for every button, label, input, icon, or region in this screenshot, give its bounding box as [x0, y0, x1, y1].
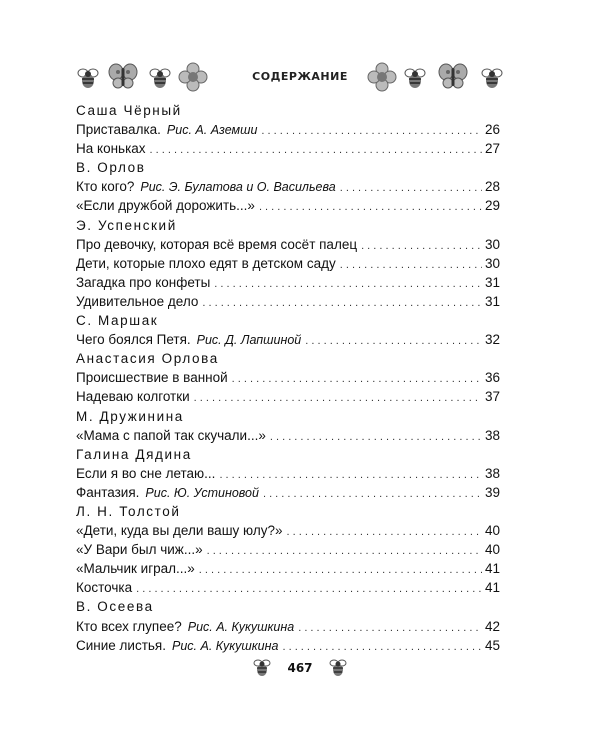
- toc-author: Э. Успенский: [76, 217, 177, 233]
- entry-page-number: 40: [484, 542, 500, 558]
- toc-entry: [76, 617, 500, 636]
- entry-page-number: 42: [484, 618, 500, 634]
- toc-author: В. Орлов: [76, 160, 146, 176]
- toc-author: Анастасия Орлова: [76, 351, 219, 367]
- toc-author: В. Осеева: [76, 599, 154, 615]
- toc-entry: [76, 273, 500, 292]
- illustrator-credit: Рис. Э. Булатова и О. Васильева: [140, 180, 336, 195]
- entry-page-number: 37: [484, 389, 500, 405]
- entry-page-number: 39: [484, 484, 500, 500]
- entry-title: На коньках: [76, 141, 146, 157]
- entry-title: Если я во сне летаю...: [76, 465, 216, 481]
- entry-page-number: 41: [484, 561, 500, 577]
- illustrator-credit: Рис. А. Аземши: [166, 123, 258, 138]
- entry-title: Загадка про конфеты: [76, 274, 211, 290]
- entry-page-number: 38: [484, 465, 500, 481]
- toc-entry: [76, 636, 500, 655]
- entry-page-number: 32: [484, 332, 500, 348]
- entry-title: Приставалка.: [76, 122, 161, 138]
- entry-title: Синие листья.: [76, 637, 166, 653]
- entry-page-number: 41: [484, 580, 500, 596]
- entry-title: Надеваю колготки: [76, 389, 190, 405]
- entry-title: Фантазия.: [76, 484, 140, 500]
- entry-page-number: 29: [484, 198, 500, 214]
- illustrator-credit: Рис. А. Кукушкина: [187, 619, 295, 634]
- toc-entry: [76, 464, 500, 483]
- entry-title: «Мама с папой так скучали...»: [76, 427, 266, 443]
- toc-author: М. Дружинина: [76, 408, 184, 424]
- entry-title: «Дети, куда вы дели вашу юлу?»: [76, 523, 283, 539]
- toc-entry: [76, 483, 500, 502]
- toc-entry: [76, 330, 500, 349]
- entry-page-number: 31: [484, 293, 500, 309]
- toc-author: С. Маршак: [76, 313, 159, 329]
- toc-entry: [76, 139, 500, 158]
- toc-entry: [76, 196, 500, 215]
- table-of-contents: [76, 101, 500, 655]
- illustrator-credit: Рис. Ю. Устиновой: [145, 485, 259, 500]
- entry-title: «У Вари был чиж...»: [76, 542, 203, 558]
- entry-title: «Если дружбой дорожить...»: [76, 198, 255, 214]
- page-title: СОДЕРЖАНИЕ: [252, 70, 348, 83]
- toc-entry: [76, 578, 500, 597]
- page-header: [60, 58, 540, 96]
- toc-entry: [76, 235, 500, 254]
- illustrator-credit: Рис. Д. Лапшиной: [196, 333, 302, 348]
- entry-title: «Мальчик играл...»: [76, 561, 195, 577]
- entry-title: Чего боялся Петя.: [76, 332, 191, 348]
- toc-author: Саша Чёрный: [76, 103, 182, 118]
- toc-entry: [76, 387, 500, 406]
- toc-entry: [76, 254, 500, 273]
- entry-page-number: 31: [484, 274, 500, 290]
- entry-title: Кто всех глупее?: [76, 618, 182, 634]
- entry-title: Дети, которые плохо едят в детском саду: [76, 255, 336, 271]
- toc-entry: [76, 540, 500, 559]
- toc-entry: [76, 559, 500, 578]
- page-footer: [240, 655, 360, 681]
- toc-entry: [76, 368, 500, 387]
- entry-title: Удивительное дело: [76, 293, 199, 309]
- entry-page-number: 45: [484, 637, 500, 653]
- entry-page-number: 38: [484, 427, 500, 443]
- entry-page-number: 26: [484, 122, 500, 138]
- page-number: 467: [287, 661, 313, 675]
- toc-author: Л. Н. Толстой: [76, 503, 181, 519]
- toc-entry: [76, 292, 500, 311]
- entry-page-number: 36: [484, 370, 500, 386]
- entry-page-number: 40: [484, 523, 500, 539]
- entry-title: Кто кого?: [76, 179, 135, 195]
- dot-leader: [282, 638, 482, 657]
- entry-title: Про девочку, которая всё время сосёт палец: [76, 236, 358, 252]
- entry-page-number: 28: [484, 179, 500, 195]
- entry-page-number: 30: [484, 255, 500, 271]
- illustrator-credit: Рис. А. Кукушкина: [172, 638, 279, 653]
- toc-entry: [76, 177, 500, 196]
- toc-entry: [76, 426, 500, 445]
- toc-author: Галина Дядина: [76, 446, 192, 462]
- entry-page-number: 27: [484, 141, 500, 157]
- entry-title: Происшествие в ванной: [76, 370, 228, 386]
- entry-page-number: 30: [484, 236, 500, 252]
- entry-title: Косточка: [76, 580, 133, 596]
- toc-entry: [76, 120, 500, 139]
- toc-entry: [76, 521, 500, 540]
